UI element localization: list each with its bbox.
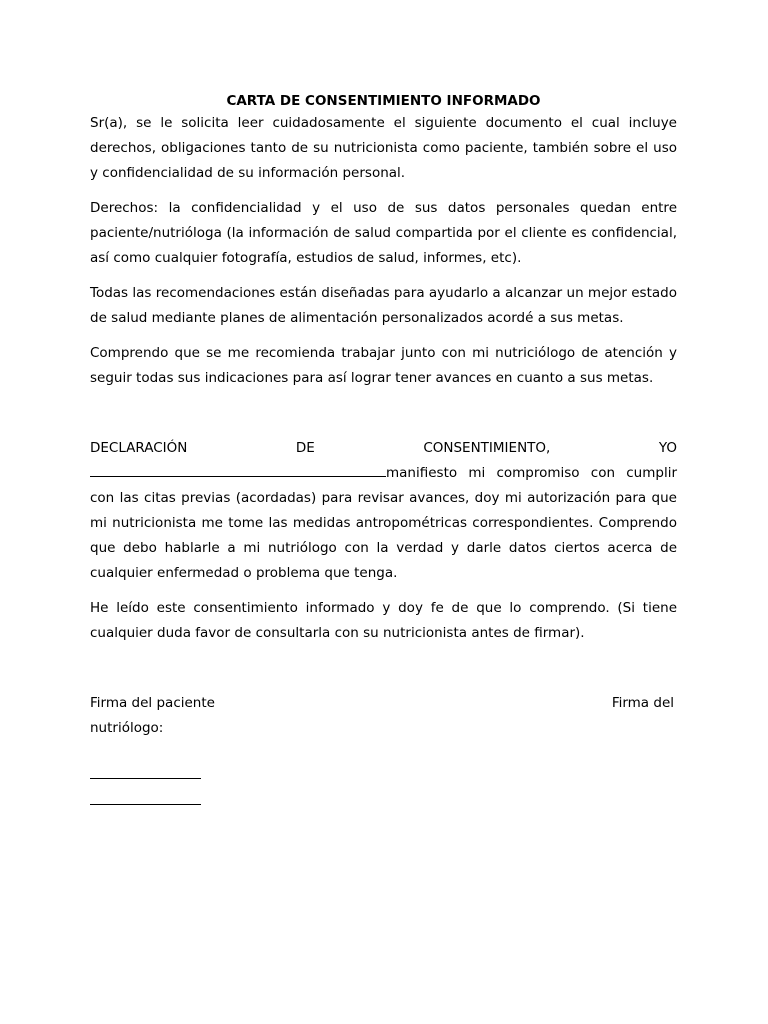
nutritionist-signature-line[interactable]: [90, 804, 201, 805]
declaration-word: CONSENTIMIENTO,: [423, 440, 551, 456]
understanding-paragraph: Comprendo que se me recomienda trabajar junto con mi nutriciólogo de atención y seguir todas sus indicaciones para así lograr tener avances en cuanto a sus metas.: [90, 345, 677, 386]
nutritionist-signature-label-continued: nutriólogo:: [90, 720, 164, 736]
document-page: [90, 92, 677, 805]
closing-paragraph: He leído este consentimiento informado y doy fe de que lo comprendo. (Si tiene cualquier duda favor de consultarla con su nutricionista antes de firmar).: [90, 600, 677, 641]
patient-signature-label: Firma del paciente: [90, 695, 215, 711]
nutritionist-signature-label: Firma del: [611, 695, 674, 711]
declaration-word: YO: [658, 440, 677, 456]
declaration-text: manifiesto mi compromiso con cumplir con las citas previas (acordadas) para revisar avances, doy mi autorización para que mi nutricionista me tome las medidas antropométricas correspondientes. Comprendo que debo hablarle a mi nutriólogo con la verdad y darle datos ciertos acerca de cualquier enfermedad o problema que tenga.: [90, 465, 677, 581]
signature-labels-row: [90, 691, 677, 716]
name-blank-line[interactable]: [90, 462, 386, 477]
intro-paragraph: Sr(a), se le solicita leer cuidadosamente el siguiente documento el cual incluye derechos, obligaciones tanto de su nutricionista como paciente, también sobre el uso y confidencialidad de su información personal.: [90, 115, 677, 181]
declaration-word: DECLARACIÓN: [90, 440, 188, 456]
rights-paragraph: Derechos: la confidencialidad y el uso de sus datos personales quedan entre paciente/nutrióloga (la información de salud compartida por el cliente es confidencial, así como cualquier fotografía, estudios de salud, informes, etc).: [90, 200, 677, 266]
declaration-heading: [90, 436, 677, 461]
declaration-word: DE: [295, 440, 315, 456]
recommendations-paragraph: Todas las recomendaciones están diseñadas para ayudarlo a alcanzar un mejor estado de salud mediante planes de alimentación personalizados acordé a sus metas.: [90, 285, 677, 326]
declaration-paragraph: [90, 461, 677, 586]
document-title: CARTA DE CONSENTIMIENTO INFORMADO: [226, 93, 541, 109]
signatures-section: [90, 691, 677, 805]
patient-signature-line[interactable]: [90, 778, 201, 779]
